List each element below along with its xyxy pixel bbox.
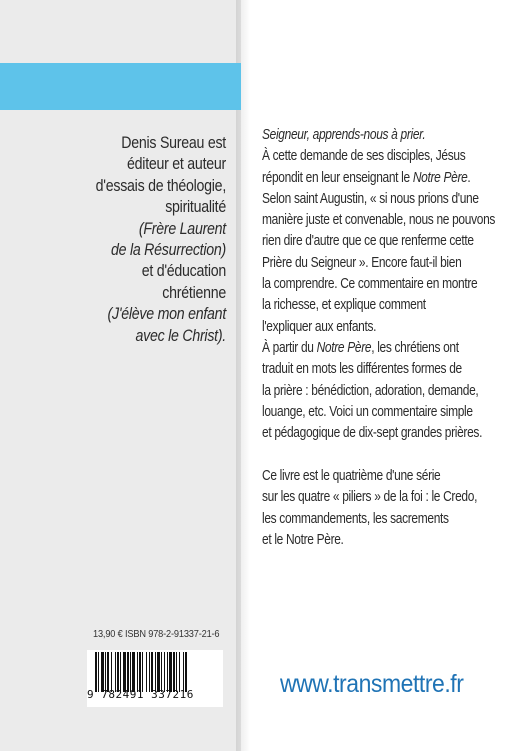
- barcode: [87, 650, 223, 707]
- blurb-line: et pédagogique de dix-sept grandes prières.: [262, 425, 483, 442]
- bio-line: (Frère Laurent: [138, 219, 226, 238]
- blurb-line: et le Notre Père.: [262, 531, 344, 548]
- barcode-bar: [139, 652, 141, 692]
- website-url[interactable]: www.transmettre.fr: [280, 670, 464, 698]
- blurb-line: la richesse, et explique comment: [262, 297, 426, 314]
- barcode-bar: [151, 652, 153, 692]
- barcode-bar: [161, 652, 162, 692]
- blurb-line: À cette demande de ses disciples, Jésus: [262, 148, 466, 165]
- barcode-bar: [137, 652, 138, 692]
- price-isbn: 13,90 € ISBN 978-2-91337-21-6: [93, 628, 220, 640]
- barcode-bar: [179, 652, 180, 692]
- blurb-line: À partir du Notre Père, les chrétiens ont: [262, 339, 459, 356]
- blurb-text: [262, 125, 514, 551]
- blurb-line: la prière : bénédiction, adoration, demande,: [262, 382, 479, 399]
- bio-line: spiritualité: [165, 198, 226, 217]
- barcode-bar: [146, 652, 147, 692]
- blurb-line: traduit en mots les différentes formes de: [262, 361, 462, 378]
- blurb-line: manière juste et convenable, nous ne pouvons: [262, 212, 496, 229]
- author-bio: [57, 133, 226, 347]
- barcode-bars: [95, 652, 219, 692]
- barcode-bar: [120, 652, 121, 692]
- barcode-bar: [105, 652, 106, 692]
- barcode-bar: [164, 652, 165, 692]
- barcode-bar: [149, 652, 150, 692]
- blurb-line: répondit en leur enseignant le Notre Père.: [262, 169, 471, 186]
- barcode-bar: [185, 652, 187, 692]
- blurb-line: louange, etc. Voici un commentaire simple: [262, 403, 473, 420]
- barcode-bar: [101, 652, 104, 692]
- spine-shadow: [236, 0, 250, 751]
- barcode-bar: [123, 652, 126, 692]
- barcode-digits: 9 782491 337216: [87, 688, 194, 701]
- barcode-bar: [127, 652, 129, 692]
- barcode-bar: [115, 652, 116, 692]
- blurb-line: rien dire d'autre que ce que renferme cette: [262, 233, 474, 250]
- barcode-bar: [169, 652, 172, 692]
- bio-line: avec le Christ).: [135, 326, 226, 345]
- blurb-line: les commandements, les sacrements: [262, 510, 449, 527]
- barcode-bar: [183, 652, 184, 692]
- blurb-line: Selon saint Augustin, « si nous prions d'une: [262, 190, 479, 207]
- blurb-line: l'expliquer aux enfants.: [262, 318, 377, 335]
- barcode-bar: [117, 652, 119, 692]
- bio-line: d'essais de théologie,: [95, 176, 226, 195]
- blurb-line: Seigneur, apprends-nous à prier.: [262, 127, 426, 143]
- bio-line: (J'élève mon enfant: [107, 305, 226, 324]
- blurb-line: Prière du Seigneur ». Encore faut-il bien: [262, 254, 462, 271]
- bio-line: de la Résurrection): [111, 241, 226, 260]
- barcode-bar: [130, 652, 131, 692]
- barcode-bar: [95, 652, 97, 692]
- barcode-bar: [167, 652, 168, 692]
- barcode-bar: [157, 652, 160, 692]
- bio-line: éditeur et auteur: [127, 155, 226, 174]
- barcode-bar: [173, 652, 175, 692]
- bio-line: chrétienne: [162, 283, 226, 302]
- barcode-bar: [107, 652, 109, 692]
- blue-accent-band: [0, 63, 241, 110]
- bio-line: et d'éducation: [141, 262, 226, 281]
- barcode-bar: [155, 652, 156, 692]
- barcode-bar: [111, 652, 112, 692]
- barcode-bar: [176, 652, 177, 692]
- blurb-line: sur les quatre « piliers » de la foi : le Credo,: [262, 489, 478, 506]
- blurb-line: Ce livre est le quatrième d'une série: [262, 467, 441, 484]
- barcode-bar: [132, 652, 135, 692]
- blurb-line: la comprendre. Ce commentaire en montre: [262, 276, 478, 293]
- barcode-bar: [142, 652, 143, 692]
- blurb-paragraph-1: [262, 125, 514, 444]
- bio-line: Denis Sureau est: [121, 134, 226, 152]
- blurb-paragraph-2: [262, 466, 514, 551]
- barcode-bar: [98, 652, 99, 692]
